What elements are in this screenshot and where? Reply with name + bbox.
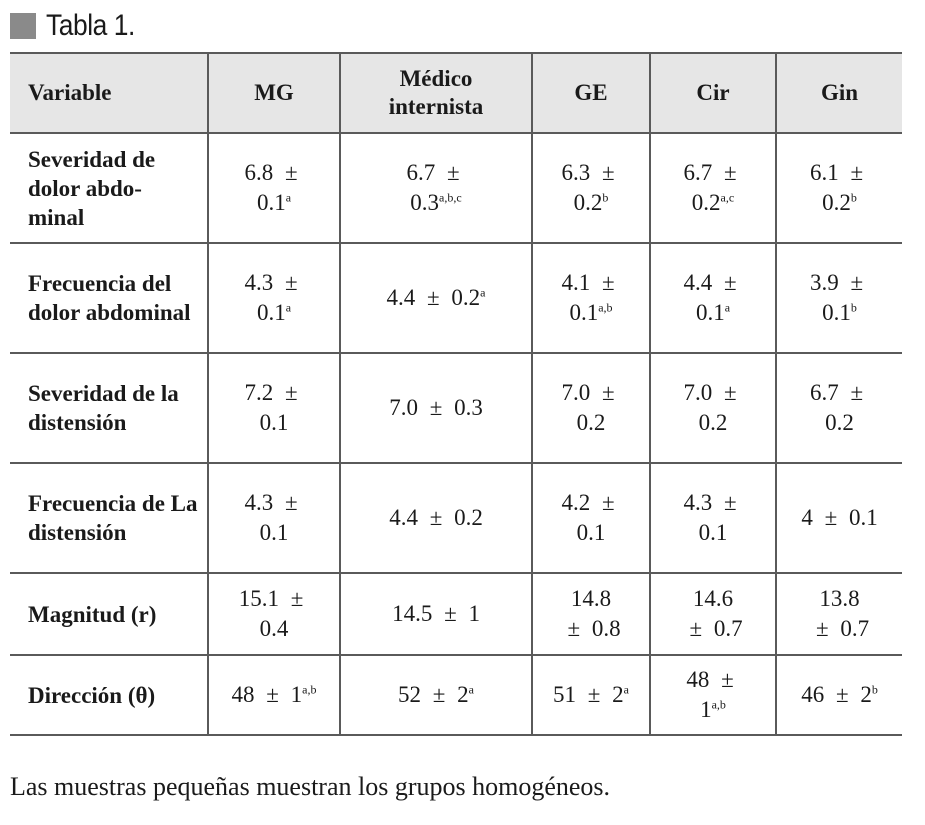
mean-value: 7.0: [683, 380, 713, 405]
table-row: [10, 353, 902, 463]
title-square-marker: [10, 13, 36, 39]
significance-superscript: a: [285, 300, 292, 315]
value-cell: [532, 133, 650, 243]
value-cell: [340, 243, 532, 353]
value-cell: [776, 655, 902, 735]
mean-value: 46: [801, 682, 825, 707]
plus-minus-sign: ±: [284, 380, 298, 405]
table-row: [10, 133, 902, 243]
header-cir: Cir: [650, 53, 776, 133]
sd-value: 0.2: [454, 505, 483, 530]
significance-superscript: a,c: [720, 190, 735, 205]
significance-superscript: a: [285, 190, 292, 205]
significance-superscript: b: [850, 300, 857, 315]
plus-minus-sign: ±: [601, 160, 615, 185]
mean-value: 13.8: [819, 586, 860, 611]
plus-minus-sign: ±: [266, 682, 279, 707]
table-title-text: Tabla 1.: [46, 9, 135, 42]
mean-value: 4.3: [244, 270, 274, 295]
mean-value: 52: [398, 682, 422, 707]
plus-minus-sign: ±: [284, 490, 298, 515]
mean-value: 4: [801, 505, 813, 530]
header-ge: GE: [532, 53, 650, 133]
sd-value: 0.3: [410, 190, 440, 215]
value-cell: [650, 463, 776, 573]
value-cell: [776, 243, 902, 353]
significance-superscript: a: [724, 300, 731, 315]
plus-minus-sign: ±: [427, 285, 440, 310]
sd-value: 0.1: [698, 520, 728, 545]
mean-value: 4.4: [386, 285, 416, 310]
value-cell: [532, 353, 650, 463]
row-variable-label: Severidad de la distensión: [10, 353, 208, 463]
plus-minus-sign: ±: [432, 682, 446, 707]
plus-minus-sign: ±: [723, 270, 737, 295]
sd-value: 0.2: [822, 190, 851, 215]
table-row: [10, 655, 902, 735]
value-cell: [208, 353, 340, 463]
mean-value: 3.9: [809, 270, 839, 295]
significance-superscript: a: [468, 682, 474, 697]
plus-minus-sign: ±: [567, 616, 581, 641]
plus-minus-sign: ±: [429, 395, 443, 420]
sd-value: 0.2: [451, 285, 481, 310]
value-cell: [208, 133, 340, 243]
header-gin: Gin: [776, 53, 902, 133]
value-cell: [650, 353, 776, 463]
mean-value: 6.1: [809, 160, 839, 185]
value-cell: [776, 463, 902, 573]
plus-minus-sign: ±: [723, 380, 737, 405]
header-mg: MG: [208, 53, 340, 133]
value-cell: [208, 655, 340, 735]
value-cell: [650, 243, 776, 353]
value-cell: [340, 463, 532, 573]
sd-value: 0.1: [569, 300, 599, 325]
mean-value: 4.1: [561, 270, 591, 295]
value-cell: [650, 655, 776, 735]
mean-value: 6.7: [683, 160, 713, 185]
plus-minus-sign: ±: [835, 682, 849, 707]
table-footnote: Las muestras pequeñas muestran los grupos homogéneos.: [10, 772, 611, 801]
mean-value: 6.8: [244, 160, 274, 185]
plus-minus-sign: ±: [601, 380, 615, 405]
sd-value: 0.1: [256, 190, 286, 215]
value-cell: [776, 133, 902, 243]
table-row: [10, 573, 902, 655]
value-cell: [340, 573, 532, 655]
plus-minus-sign: ±: [446, 160, 460, 185]
sd-value: 0.8: [591, 616, 621, 641]
mean-value: 7.0: [389, 395, 418, 420]
sd-value: 0.7: [840, 616, 870, 641]
header-row: [10, 53, 902, 133]
plus-minus-sign: ±: [429, 505, 443, 530]
mean-value: 6.7: [406, 160, 436, 185]
plus-minus-sign: ±: [723, 490, 737, 515]
value-cell: [208, 463, 340, 573]
row-variable-label: Frecuencia de La distensión: [10, 463, 208, 573]
significance-superscript: b: [602, 190, 609, 205]
results-table: [10, 52, 902, 736]
value-cell: [650, 573, 776, 655]
value-cell: [340, 655, 532, 735]
value-cell: [650, 133, 776, 243]
mean-value: 48: [231, 682, 255, 707]
sd-value: 0.2: [825, 410, 854, 435]
mean-value: 6.3: [561, 160, 591, 185]
plus-minus-sign: ±: [601, 270, 615, 295]
value-cell: [340, 353, 532, 463]
sd-value: 0.2: [698, 410, 728, 435]
row-variable-label: Dirección (θ): [10, 655, 208, 735]
mean-value: 14.5: [392, 601, 433, 626]
mean-value: 4.4: [683, 270, 713, 295]
mean-value: 4.3: [244, 490, 274, 515]
plus-minus-sign: ±: [587, 682, 601, 707]
significance-superscript: a,b: [598, 300, 613, 315]
plus-minus-sign: ±: [815, 616, 829, 641]
mean-value: 4.4: [389, 505, 418, 530]
sd-value: 0.1: [259, 520, 289, 545]
plus-minus-sign: ±: [824, 505, 838, 530]
plus-minus-sign: ±: [601, 490, 615, 515]
value-cell: [532, 463, 650, 573]
sd-value: 0.1: [259, 410, 289, 435]
value-cell: [532, 243, 650, 353]
row-variable-label: Severidad de dolor abdo- minal: [10, 133, 208, 243]
table-row: [10, 243, 902, 353]
header-variable: Variable: [10, 53, 208, 133]
mean-value: 14.6: [692, 586, 734, 611]
mean-value: 4.2: [561, 490, 591, 515]
significance-superscript: a,b: [302, 682, 317, 697]
value-cell: [340, 133, 532, 243]
table-title: [10, 8, 147, 44]
value-cell: [532, 655, 650, 735]
plus-minus-sign: ±: [850, 160, 864, 185]
sd-value: 0.2: [576, 410, 606, 435]
mean-value: 4.3: [683, 490, 713, 515]
sd-value: 1: [468, 601, 480, 626]
value-cell: [776, 573, 902, 655]
sd-value: 2: [860, 682, 872, 707]
row-variable-label: Magnitud (r): [10, 573, 208, 655]
mean-value: 51: [553, 682, 577, 707]
mean-value: 48: [686, 667, 710, 692]
significance-superscript: a,b,c: [439, 190, 462, 205]
significance-superscript: a: [480, 285, 486, 300]
value-cell: [776, 353, 902, 463]
plus-minus-sign: ±: [723, 160, 737, 185]
mean-value: 7.0: [561, 380, 591, 405]
table-row: [10, 463, 902, 573]
sd-value: 2: [612, 682, 624, 707]
sd-value: 0.4: [259, 616, 289, 641]
significance-superscript: a,b: [711, 697, 726, 712]
sd-value: 1: [700, 697, 712, 722]
sd-value: 0.1: [822, 300, 851, 325]
sd-value: 0.2: [573, 190, 603, 215]
plus-minus-sign: ±: [850, 380, 864, 405]
sd-value: 0.2: [691, 190, 721, 215]
sd-value: 0.1: [576, 520, 606, 545]
mean-value: 14.8: [570, 586, 612, 611]
significance-superscript: b: [871, 682, 878, 697]
row-variable-label: Frecuencia del dolor abdominal: [10, 243, 208, 353]
plus-minus-sign: ±: [284, 270, 298, 295]
mean-value: 7.2: [244, 380, 274, 405]
significance-superscript: b: [850, 190, 857, 205]
sd-value: 0.1: [256, 300, 286, 325]
mean-value: 6.7: [809, 380, 839, 405]
sd-value: 0.7: [713, 616, 743, 641]
significance-superscript: a: [623, 682, 629, 697]
sd-value: 0.1: [695, 300, 725, 325]
value-cell: [532, 573, 650, 655]
header-medico-internista: Médico internista: [340, 53, 532, 133]
value-cell: [208, 243, 340, 353]
sd-value: 0.3: [454, 395, 483, 420]
sd-value: 2: [457, 682, 469, 707]
plus-minus-sign: ±: [721, 667, 734, 692]
plus-minus-sign: ±: [850, 270, 864, 295]
plus-minus-sign: ±: [284, 160, 298, 185]
plus-minus-sign: ±: [444, 601, 457, 626]
plus-minus-sign: ±: [290, 586, 304, 611]
sd-value: 1: [290, 682, 303, 707]
value-cell: [208, 573, 340, 655]
sd-value: 0.1: [848, 505, 878, 530]
mean-value: 15.1: [238, 586, 279, 611]
plus-minus-sign: ±: [689, 616, 703, 641]
